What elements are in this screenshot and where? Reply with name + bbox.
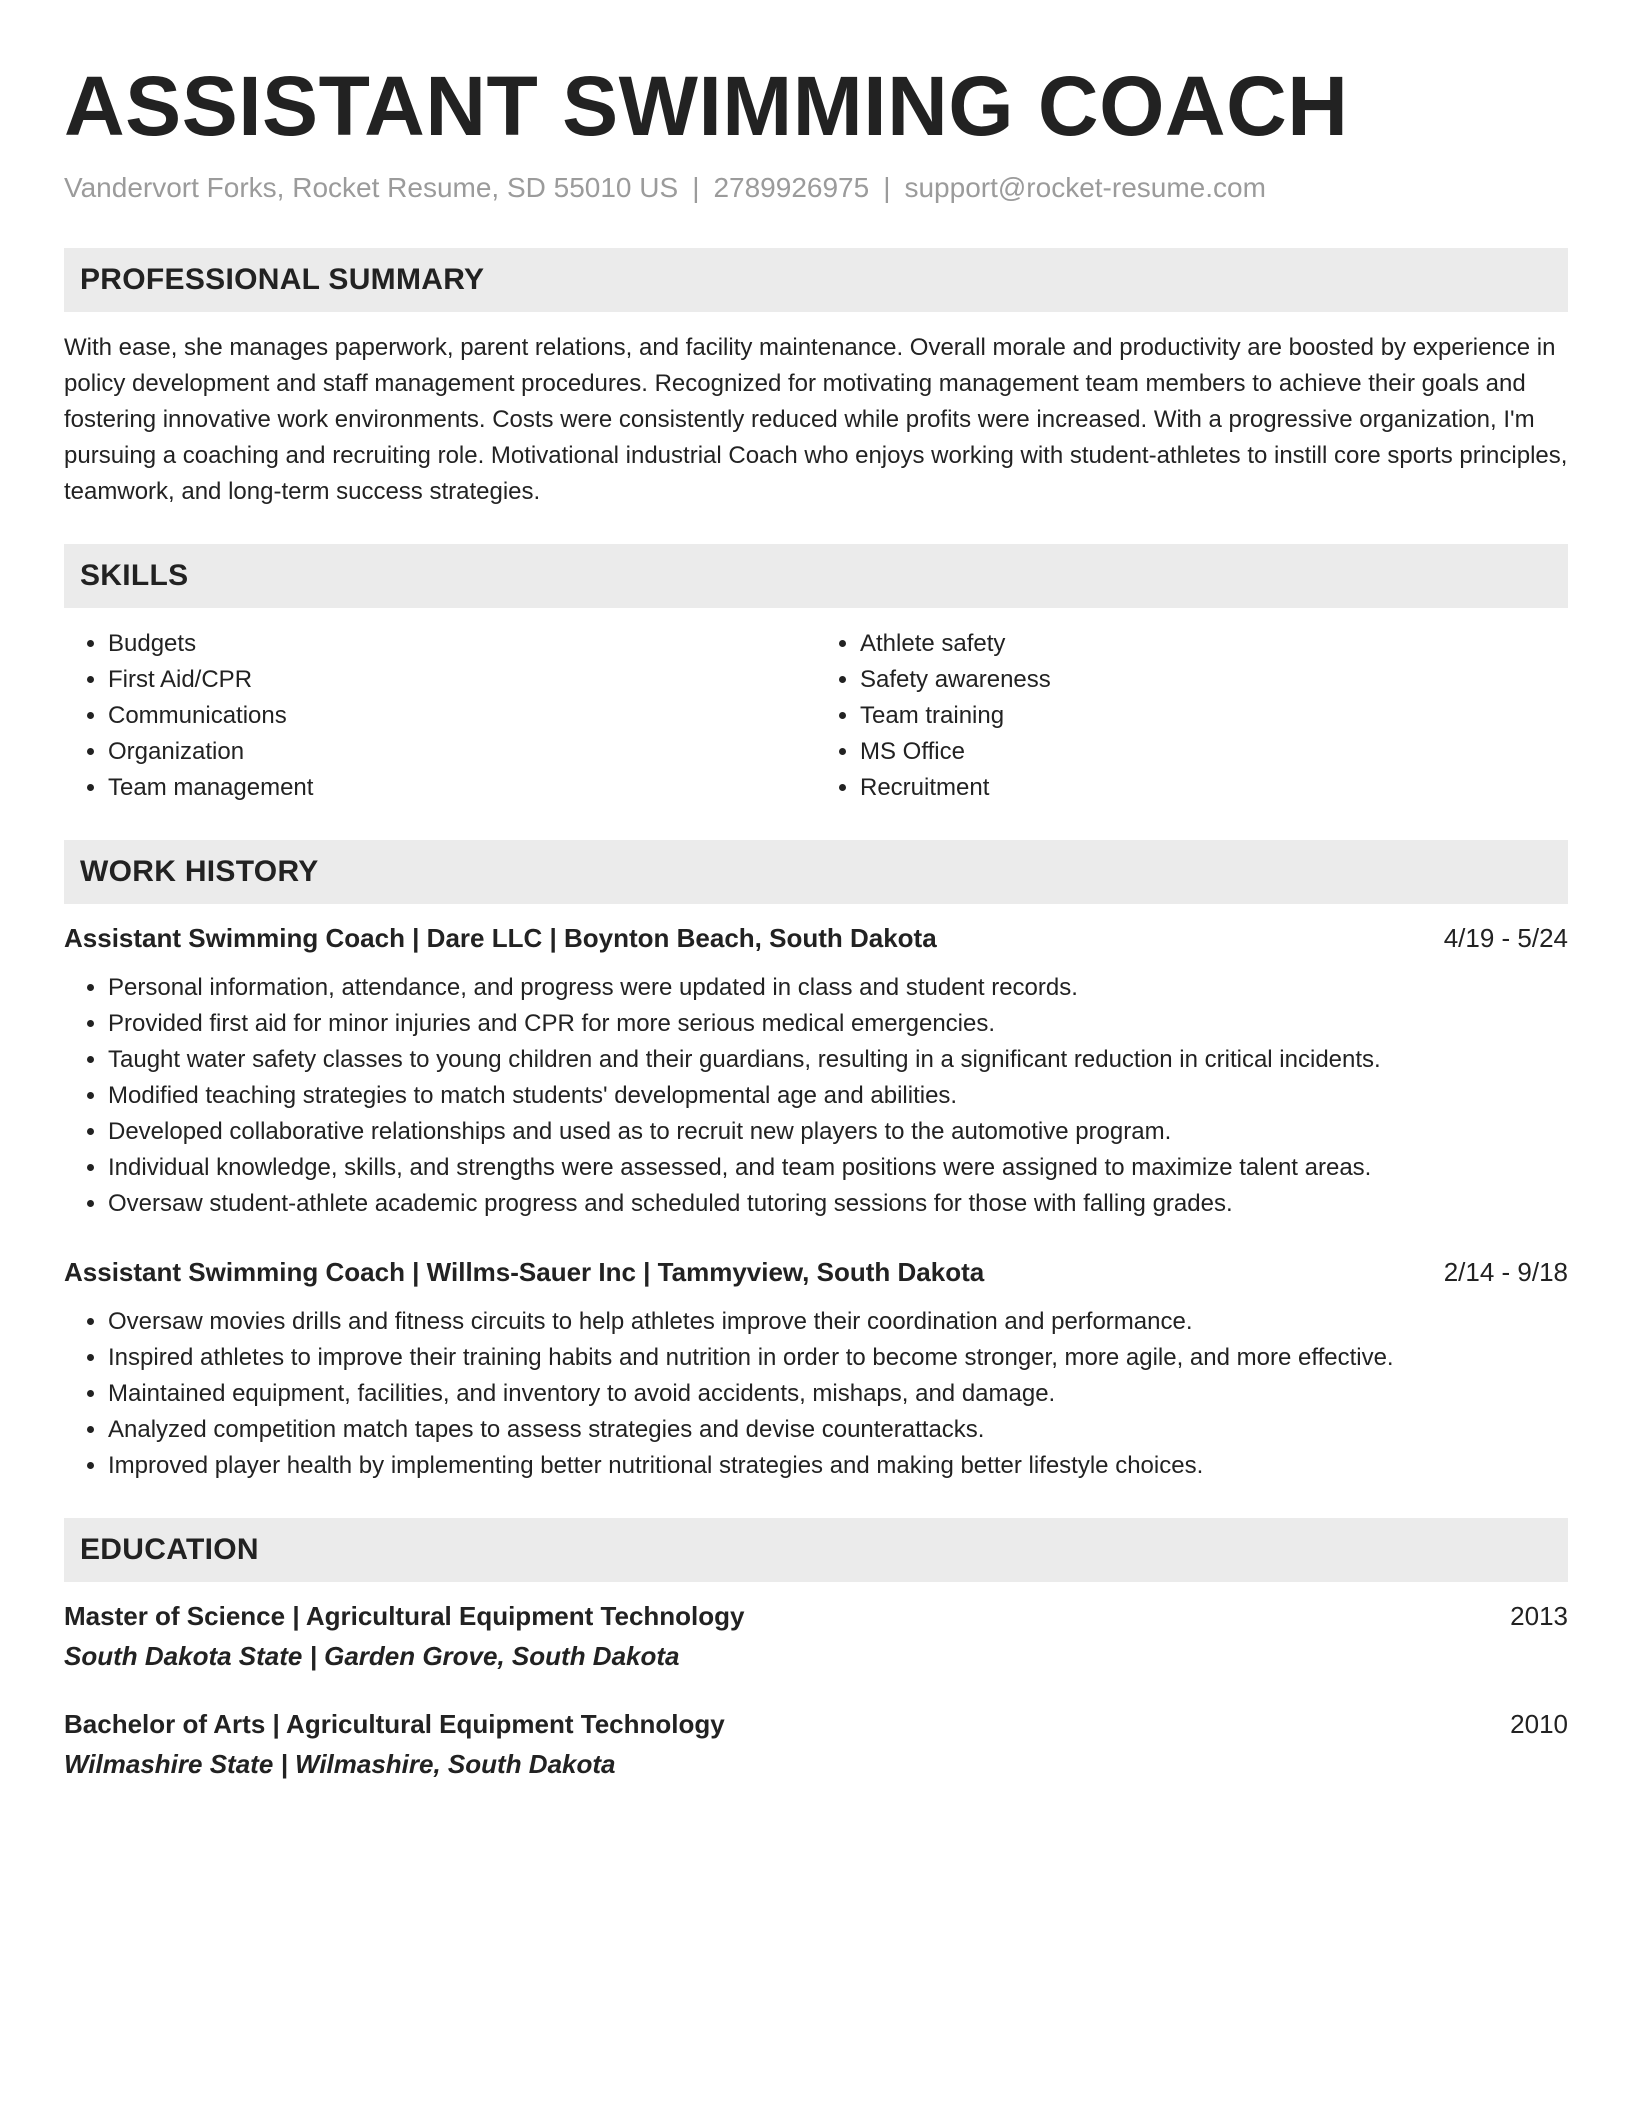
skill-item: • Team management — [108, 770, 816, 806]
job-bullet: • Oversaw student-athlete academic progress and scheduled tutoring sessions for those with falling grades. — [108, 1186, 1568, 1222]
education-year: 2010 — [1510, 1709, 1568, 1739]
job-bullet: • Individual knowledge, skills, and strengths were assessed, and team positions were assigned to maximize talent areas. — [108, 1150, 1568, 1186]
job-bullets — [64, 1304, 1568, 1484]
education-heading: EDUCATION — [64, 1518, 1568, 1582]
education-entry — [64, 1706, 1568, 1782]
skills-column-left — [64, 626, 816, 806]
skills-column-right — [816, 626, 1568, 806]
education-school: South Dakota State | Garden Grove, South Dakota — [64, 1641, 680, 1671]
contact-separator: | — [883, 172, 891, 203]
skills-list — [64, 626, 1568, 806]
job-bullet: • Oversaw movies drills and fitness circuits to help athletes improve their coordination and performance. — [108, 1304, 1568, 1340]
skill-item: • Athlete safety — [860, 626, 1568, 662]
summary-text: With ease, she manages paperwork, parent relations, and facility maintenance. Overall morale and productivity are boosted by experience in policy development and staff management procedures. Recognized for motivating management team members to achieve their goals and fostering innovative work environments. Costs were consistently reduced while profits were increased. With a progressive organization, I'm pursuing a coaching and recruiting role. Motivational industrial Coach who enjoys working with student-athletes to instill core sports principles, teamwork, and long-term success strategies. — [64, 334, 1568, 505]
education-year: 2013 — [1510, 1601, 1568, 1631]
education-school: Wilmashire State | Wilmashire, South Dakota — [64, 1749, 616, 1779]
job-dates: 4/19 - 5/24 — [1443, 923, 1568, 953]
job-entry — [64, 920, 1568, 1222]
education-degree-row — [64, 1706, 1568, 1742]
job-bullet: • Maintained equipment, facilities, and inventory to avoid accidents, mishaps, and damage. — [108, 1376, 1568, 1412]
job-bullets — [64, 970, 1568, 1222]
skill-item: • Team training — [860, 698, 1568, 734]
skill-item: • MS Office — [860, 734, 1568, 770]
candidate-name: ASSISTANT SWIMMING COACH — [64, 59, 1349, 153]
skill-item: • Budgets — [108, 626, 816, 662]
job-bullet: • Developed collaborative relationships and used as to recruit new players to the automotive program. — [108, 1114, 1568, 1150]
contact-separator: | — [692, 172, 700, 203]
job-bullet: • Provided first aid for minor injuries and CPR for more serious medical emergencies. — [108, 1006, 1568, 1042]
education-degree-row — [64, 1598, 1568, 1634]
education-entry — [64, 1598, 1568, 1674]
job-title-row — [64, 1254, 1568, 1290]
job-title: Assistant Swimming Coach | Willms-Sauer Inc | Tammyview, South Dakota — [64, 1257, 985, 1287]
job-bullet: • Inspired athletes to improve their training habits and nutrition in order to become stronger, more agile, and more effective. — [108, 1340, 1568, 1376]
job-bullet: • Improved player health by implementing better nutritional strategies and making better lifestyle choices. — [108, 1448, 1568, 1484]
contact-email[interactable]: support@rocket-resume.com — [904, 172, 1266, 203]
job-entry — [64, 1254, 1568, 1484]
skill-item: • Organization — [108, 734, 816, 770]
job-bullet: • Modified teaching strategies to match students' developmental age and abilities. — [108, 1078, 1568, 1114]
skills-heading: SKILLS — [64, 544, 1568, 608]
job-bullet: • Personal information, attendance, and progress were updated in class and student records. — [108, 970, 1568, 1006]
job-bullet: • Analyzed competition match tapes to assess strategies and devise counterattacks. — [108, 1412, 1568, 1448]
education-degree: Bachelor of Arts | Agricultural Equipment Technology — [64, 1709, 725, 1739]
skill-item: • Communications — [108, 698, 816, 734]
skill-item: • First Aid/CPR — [108, 662, 816, 698]
education-degree: Master of Science | Agricultural Equipment Technology — [64, 1601, 745, 1631]
job-title-row — [64, 920, 1568, 956]
contact-line — [64, 170, 1568, 206]
job-title: Assistant Swimming Coach | Dare LLC | Boynton Beach, South Dakota — [64, 923, 937, 953]
job-bullet: • Taught water safety classes to young children and their guardians, resulting in a significant reduction in critical incidents. — [108, 1042, 1568, 1078]
work-heading: WORK HISTORY — [64, 840, 1568, 904]
resume-page — [64, 56, 1568, 1782]
contact-address: Vandervort Forks, Rocket Resume, SD 55010 US — [64, 172, 679, 203]
skill-item: • Safety awareness — [860, 662, 1568, 698]
contact-phone: 2789926975 — [713, 172, 870, 203]
summary-heading: PROFESSIONAL SUMMARY — [64, 248, 1568, 312]
job-dates: 2/14 - 9/18 — [1443, 1257, 1568, 1287]
skill-item: • Recruitment — [860, 770, 1568, 806]
